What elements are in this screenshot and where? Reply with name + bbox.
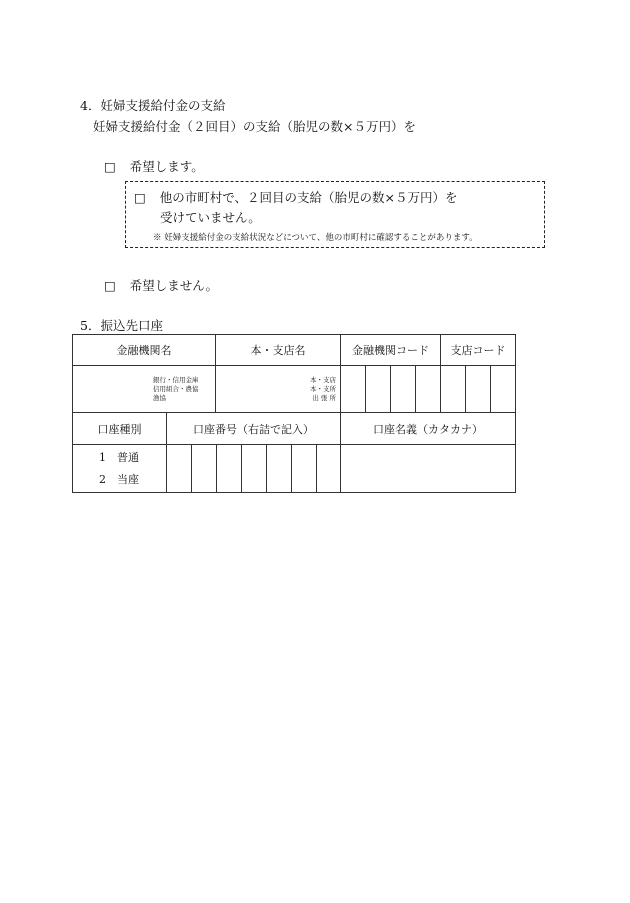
option-yes[interactable] [104,157,204,175]
section4-heading: 4．妊婦支援給付金の支給 [80,98,226,113]
condition-line1-text: 他の市町村で、２回目の支給（胎児の数×５万円）を [159,190,458,205]
account-type-header: 口座種別 [73,413,167,445]
condition-note: ※ 妊婦支援給付金の支給状況などについて、他の市町村に確認することがあります。 [153,233,478,243]
branch-type-branch: 本・支店 [310,375,336,384]
account-number-digit-5[interactable] [267,445,292,493]
branch-name-cell[interactable] [216,366,341,413]
account-holder-header: 口座名義（カタカナ） [341,413,516,445]
account-type-cell[interactable] [73,445,167,493]
account-number-digit-3[interactable] [217,445,242,493]
branch-code-header: 支店コード [441,335,516,366]
section4-subtitle: 妊婦支援給付金（２回目）の支給（胎児の数×５万円）を [93,119,416,134]
branch-code-digit-3[interactable] [491,366,516,413]
section5-heading: 5．振込先口座 [80,318,163,333]
bank-name-header: 金融機関名 [73,335,216,366]
bank-code-header: 金融機関コード [341,335,441,366]
bank-code-digit-4[interactable] [416,366,441,413]
bank-table-bottom [72,412,516,493]
checkbox-icon[interactable]: □ [104,278,116,293]
account-type-current[interactable]: 2 当座 [99,472,139,486]
option-no[interactable] [104,276,218,294]
account-number-header: 口座番号（右詰で記入） [167,413,341,445]
account-number-digit-2[interactable] [192,445,217,493]
bank-table-top [72,334,516,413]
account-type-ordinary[interactable]: 1 普通 [99,450,139,464]
option-no-label: 希望しません。 [129,278,219,293]
bank-type-fishery: 漁協 [153,393,166,402]
bank-type-union: 信用組合・農協 [153,384,199,393]
account-number-digit-4[interactable] [242,445,267,493]
checkbox-icon[interactable]: □ [134,190,146,205]
bank-code-digit-2[interactable] [366,366,391,413]
checkbox-icon[interactable]: □ [104,159,116,174]
account-number-digit-6[interactable] [292,445,317,493]
condition-line2: 受けていません。 [160,210,261,225]
branch-code-digit-1[interactable] [441,366,466,413]
branch-type-outpost: 出 張 所 [312,393,336,402]
condition-line1[interactable] [134,188,458,206]
account-holder-cell[interactable] [341,445,516,493]
bank-type-bank: 銀行・信用金庫 [153,375,199,384]
account-number-digit-7[interactable] [317,445,341,493]
bank-name-cell[interactable] [73,366,216,413]
branch-code-digit-2[interactable] [466,366,491,413]
branch-type-office: 本・支所 [310,384,336,393]
account-number-digit-1[interactable] [167,445,192,493]
bank-code-digit-1[interactable] [341,366,366,413]
bank-code-digit-3[interactable] [391,366,416,413]
branch-name-header: 本・支店名 [216,335,341,366]
option-yes-label: 希望します。 [129,159,204,174]
